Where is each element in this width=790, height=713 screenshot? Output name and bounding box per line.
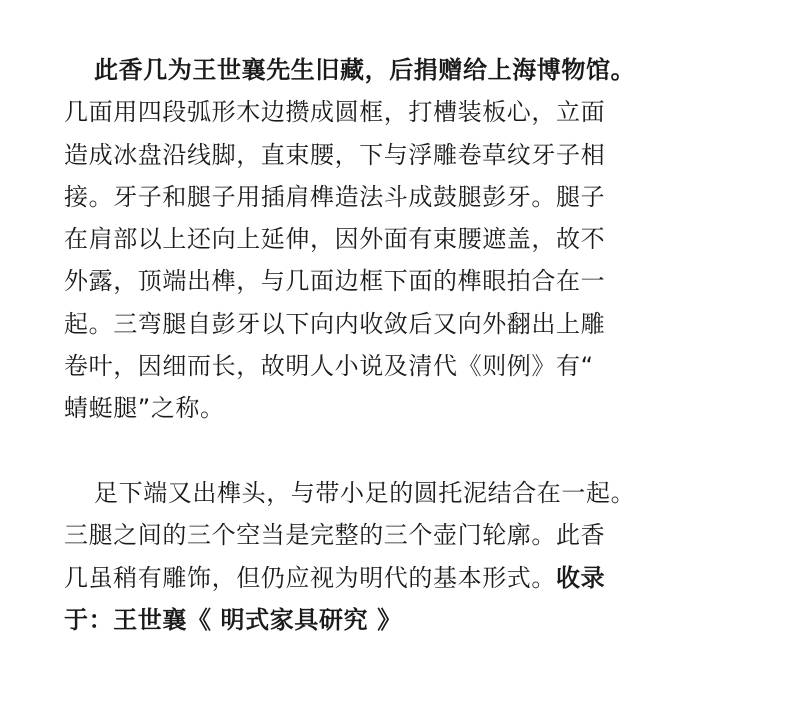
paragraph-line: 造成冰盘沿线脚，直束腰，下与浮雕卷草纹牙子相 (64, 140, 606, 169)
paragraph-line: 外露，顶端出榫，与几面边框下面的榫眼拍合在一 (64, 267, 606, 296)
paragraph-spacer (64, 430, 724, 472)
paragraph-line: 几虽稍有雕饰，但仍应视为明代的基本形式。 (64, 563, 556, 592)
source-label: 收录 (556, 563, 606, 592)
paragraph-1 (64, 49, 724, 430)
paragraph-line: 在肩部以上还向上延伸，因外面有束腰遮盖，故不 (64, 225, 606, 254)
lead-sentence: 此香几为王世襄先生旧藏，后捐赠给上海博物馆。 (94, 56, 636, 84)
paragraph-line: 蜻蜓腿”之称。 (64, 394, 225, 423)
paragraph-line: 几面用四段弧形木边攒成圆框，打槽装板心，立面 (64, 98, 606, 127)
source-citation: 于：王世襄《 明式家具研究 》 (64, 605, 402, 634)
paragraph-line: 三腿之间的三个空当是完整的三个壶门轮廓。此香 (64, 521, 606, 550)
paragraph-line-with-source (64, 557, 724, 599)
article-body (64, 49, 724, 641)
paragraph-line: 卷叶，因细而长，故明人小说及清代《则例》有“ (64, 352, 594, 381)
paragraph-line: 起。三弯腿自彭牙以下向内收敛后又向外翻出上雕 (64, 309, 606, 338)
paragraph-line: 接。牙子和腿子用插肩榫造法斗成鼓腿彭牙。腿子 (64, 182, 606, 211)
paragraph-2 (64, 472, 724, 641)
paragraph-line: 足下端又出榫头，与带小足的圆托泥结合在一起。 (94, 478, 636, 507)
